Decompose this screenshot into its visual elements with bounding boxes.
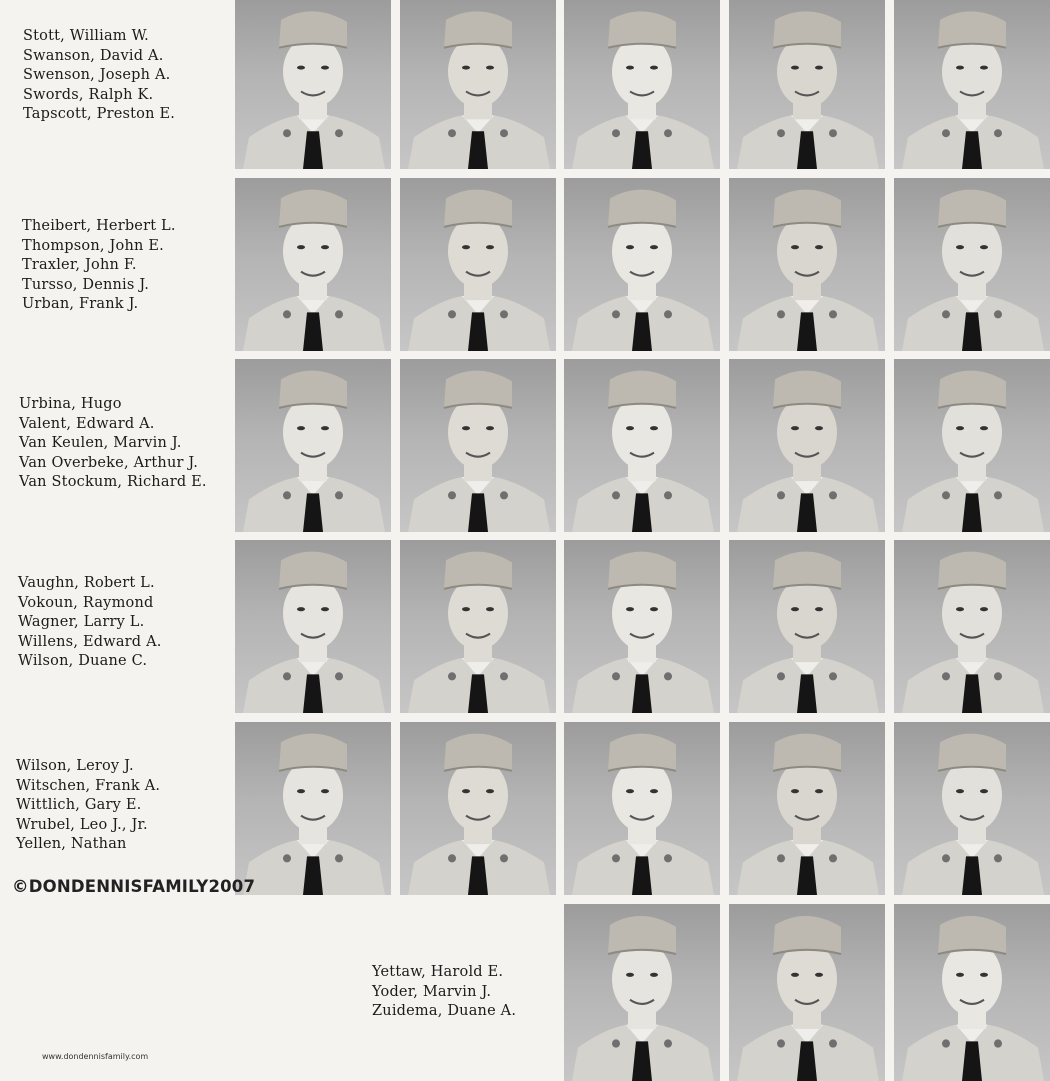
soldier-portrait-icon	[729, 722, 885, 895]
portrait-photo	[235, 178, 391, 351]
name-theibert: Theibert, Herbert L.	[22, 218, 176, 234]
portrait-photo	[564, 359, 720, 532]
soldier-portrait-icon	[729, 178, 885, 351]
portrait-photo	[729, 540, 885, 713]
name-list-row-3	[19, 395, 207, 493]
portrait-photo	[894, 178, 1050, 351]
portrait-photo	[235, 722, 391, 895]
name-list-row-5	[16, 757, 160, 855]
name-tapscott: Tapscott, Preston E.	[23, 106, 176, 122]
name-van-overbeke: Van Overbeke, Arthur J.	[19, 454, 199, 471]
name-traxler: Traxler, John F.	[22, 257, 137, 273]
name-wilson-leroy: Wilson, Leroy J.	[16, 758, 134, 774]
portrait-photo	[894, 722, 1050, 895]
soldier-portrait-icon	[235, 0, 391, 169]
portrait-photo	[894, 0, 1050, 169]
soldier-portrait-icon	[894, 178, 1050, 351]
name-vaughn: Vaughn, Robert L.	[18, 575, 155, 591]
portrait-photo	[564, 540, 720, 713]
name-yettaw: Yettaw, Harold E.	[372, 964, 504, 980]
name-list-row-2	[22, 217, 176, 315]
soldier-portrait-icon	[894, 722, 1050, 895]
soldier-portrait-icon	[729, 540, 885, 713]
portrait-photo	[729, 904, 885, 1081]
name-thompson: Thompson, John E.	[22, 237, 164, 254]
soldier-portrait-icon	[400, 722, 556, 895]
name-urbina: Urbina, Hugo	[19, 396, 122, 412]
name-wagner: Wagner, Larry L.	[18, 614, 145, 630]
portrait-photo	[729, 178, 885, 351]
soldier-portrait-icon	[564, 0, 720, 169]
name-list-row-4	[18, 574, 162, 672]
portrait-photo	[894, 904, 1050, 1081]
portrait-photo	[564, 0, 720, 169]
name-willens: Willens, Edward A.	[18, 633, 162, 650]
name-swenson: Swenson, Joseph A.	[23, 67, 171, 83]
portrait-photo	[894, 540, 1050, 713]
portrait-photo	[729, 359, 885, 532]
name-witschen: Witschen, Frank A.	[16, 777, 161, 794]
soldier-portrait-icon	[400, 0, 556, 169]
name-wilson-duane: Wilson, Duane C.	[18, 653, 148, 669]
soldier-portrait-icon	[400, 540, 556, 713]
soldier-portrait-icon	[729, 0, 885, 169]
portrait-photo	[400, 722, 556, 895]
name-urban: Urban, Frank J.	[22, 296, 139, 312]
name-yoder: Yoder, Marvin J.	[372, 983, 492, 1000]
name-tursso: Tursso, Dennis J.	[22, 276, 150, 293]
soldier-portrait-icon	[729, 904, 885, 1081]
portrait-photo	[400, 359, 556, 532]
soldier-portrait-icon	[235, 178, 391, 351]
soldier-portrait-icon	[564, 359, 720, 532]
soldier-portrait-icon	[564, 540, 720, 713]
portrait-photo	[564, 178, 720, 351]
soldier-portrait-icon	[400, 178, 556, 351]
name-zuidema: Zuidema, Duane A.	[372, 1003, 517, 1019]
soldier-portrait-icon	[564, 178, 720, 351]
portrait-photo	[894, 359, 1050, 532]
name-van-stockum: Van Stockum, Richard E.	[19, 474, 207, 490]
name-wittlich: Wittlich, Gary E.	[16, 797, 142, 813]
name-list-row-6	[372, 963, 516, 1022]
name-list-row-1	[23, 27, 175, 125]
portrait-photo	[400, 540, 556, 713]
footer-url: www.dondennisfamily.com	[42, 1052, 149, 1061]
portrait-photo	[235, 359, 391, 532]
soldier-portrait-icon	[729, 359, 885, 532]
portrait-photo	[400, 0, 556, 169]
soldier-portrait-icon	[894, 904, 1050, 1081]
name-valent: Valent, Edward A.	[19, 415, 155, 432]
portrait-photo	[564, 904, 720, 1081]
soldier-portrait-icon	[894, 540, 1050, 713]
portrait-photo	[564, 722, 720, 895]
name-vokoun: Vokoun, Raymond	[18, 594, 154, 611]
copyright-watermark: ©DONDENNISFAMILY2007	[12, 877, 256, 896]
portrait-photo	[729, 722, 885, 895]
name-van-keulen: Van Keulen, Marvin J.	[19, 435, 182, 451]
name-swords: Swords, Ralph K.	[23, 86, 154, 103]
soldier-portrait-icon	[564, 722, 720, 895]
soldier-portrait-icon	[235, 722, 391, 895]
portrait-photo	[400, 178, 556, 351]
soldier-portrait-icon	[400, 359, 556, 532]
portrait-photo	[235, 0, 391, 169]
soldier-portrait-icon	[894, 359, 1050, 532]
name-yellen: Yellen, Nathan	[16, 836, 127, 852]
soldier-portrait-icon	[564, 904, 720, 1081]
soldier-portrait-icon	[894, 0, 1050, 169]
portrait-photo	[729, 0, 885, 169]
soldier-portrait-icon	[235, 540, 391, 713]
soldier-portrait-icon	[235, 359, 391, 532]
name-swanson: Swanson, David A.	[23, 47, 164, 64]
name-wrubel: Wrubel, Leo J., Jr.	[16, 816, 148, 833]
portrait-photo	[235, 540, 391, 713]
name-stott: Stott, William W.	[23, 28, 149, 44]
